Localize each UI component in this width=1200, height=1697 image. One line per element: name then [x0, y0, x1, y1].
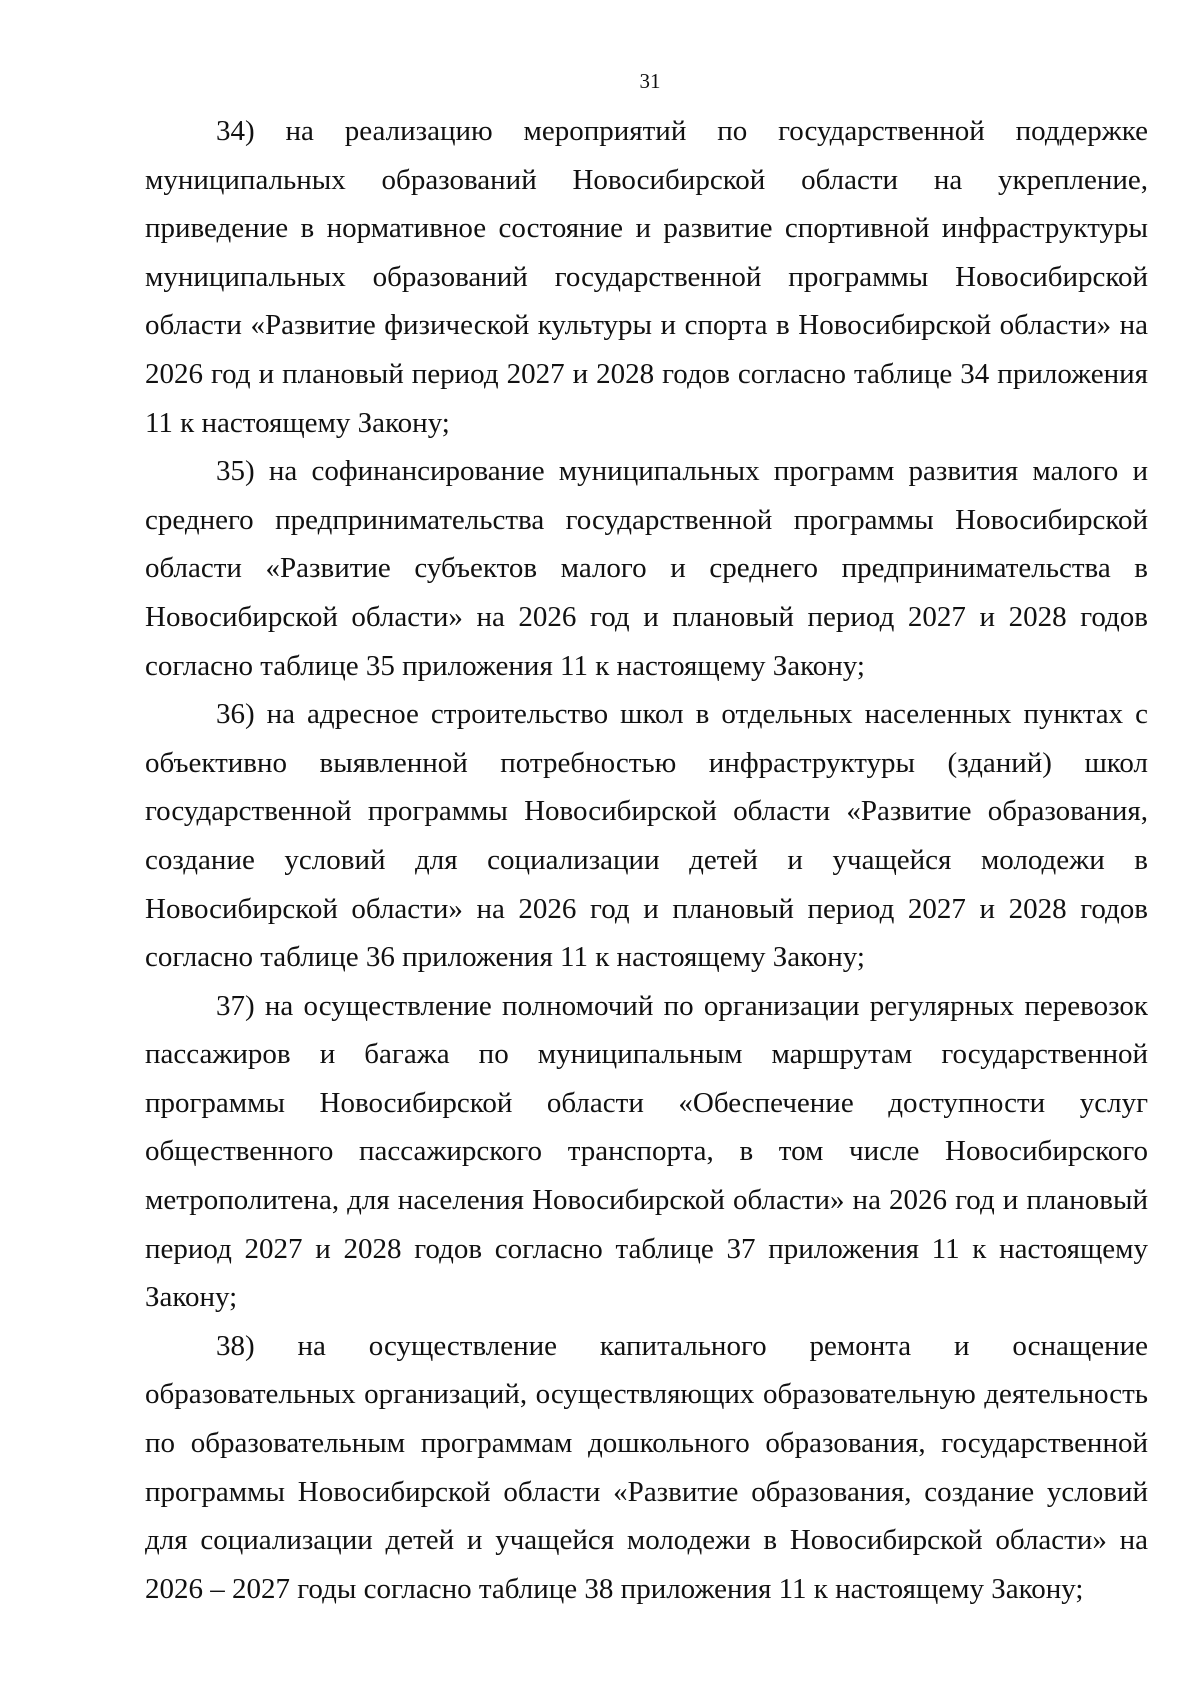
paragraph-item-38: 38) на осуществление капитального ремонта и оснащение образовательных организаций, осуществляющих образовательную деятельность по образовательным программам дошкольного образования, государственной программы Новосибирской области «Развитие образования, создание условий для социализации детей и учащейся молодежи в Новосибирской области» на 2026 – 2027 годы согласно таблице 38 приложения 11 к настоящему Закону; — [145, 1329, 1148, 1605]
paragraph-item-37: 37) на осуществление полномочий по организации регулярных перевозок пассажиров и багажа по муниципальным маршрутам государственной программы Новосибирской области «Обеспечение доступности услуг общественного пассажирского транспорта, в том числе Новосибирского метрополитена, для населения Новосибирской области» на 2026 год и плановый период 2027 и 2028 годов согласно таблице 37 приложения 11 к настоящему Закону; — [145, 989, 1148, 1314]
paragraph-item-36: 36) на адресное строительство школ в отдельных населенных пунктах с объективно выявленной потребностью инфраструктуры (зданий) школ государственной программы Новосибирской области «Развитие образования, создание условий для социализации детей и учащейся молодежи в Новосибирской области» на 2026 год и плановый период 2027 и 2028 годов согласно таблице 36 приложения 11 к настоящему Закону; — [145, 698, 1148, 974]
document-body — [145, 107, 1148, 1613]
page-number: 31 — [639, 69, 661, 93]
paragraph-item-35: 35) на софинансирование муниципальных программ развития малого и среднего предпринимательства государственной программы Новосибирской области «Развитие субъектов малого и среднего предпринимательства в Новосибирской области» на 2026 год и плановый период 2027 и 2028 годов согласно таблице 35 приложения 11 к настоящему Закону; — [145, 455, 1148, 682]
paragraph-item-34: 34) на реализацию мероприятий по государственной поддержке муниципальных образований Новосибирской области на укрепление, приведение в нормативное состояние и развитие спортивной инфраструктуры муниципальных образований государственной программы Новосибирской области «Развитие физической культуры и спорта в Новосибирской области» на 2026 год и плановый период 2027 и 2028 годов согласно таблице 34 приложения 11 к настоящему Закону; — [145, 115, 1148, 439]
